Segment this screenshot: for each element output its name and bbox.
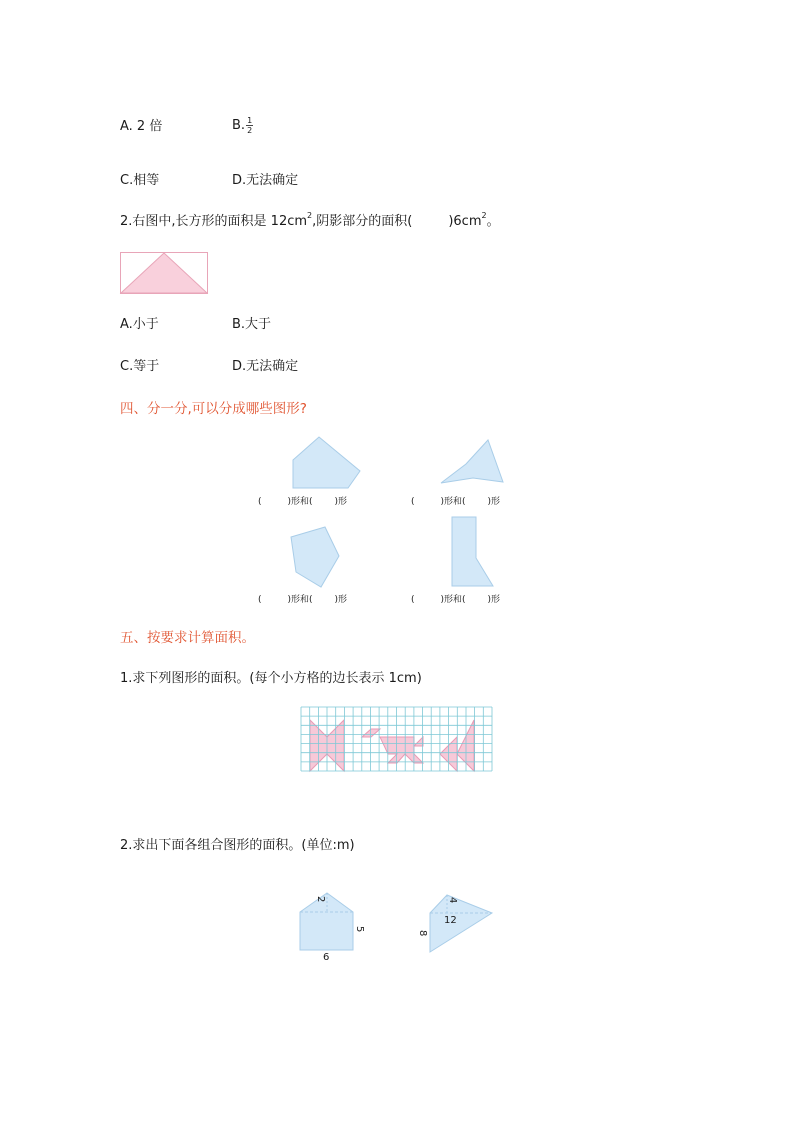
section-5-heading: 五、按要求计算面积。 <box>120 630 255 646</box>
option-b-prefix: B. <box>232 118 246 133</box>
trapezoid-shape-4 <box>452 517 493 586</box>
shape-4-answer-label: ( )形和( )形 <box>411 595 501 605</box>
section-5-q1-text: 1.求下列图形的面积。(每个小方格的边长表示 1cm) <box>120 671 422 686</box>
rectangle-shaded-triangle-figure <box>121 253 208 294</box>
quadrilateral-shape-2 <box>441 440 503 483</box>
pentagon-shape-3 <box>291 527 339 587</box>
pentagon-shape-1 <box>293 437 360 488</box>
q2-option-b: B.大于 <box>232 317 272 332</box>
shape-2-answer-label: ( )形和( )形 <box>411 497 501 507</box>
q2-option-c: C.等于 <box>120 359 160 374</box>
fraction-one-half: $\frac{1}{2}$ <box>247 116 253 135</box>
shape-1-answer-label: ( )形和( )形 <box>258 497 348 507</box>
option-d: D.无法确定 <box>232 173 299 188</box>
question-2-text: 2.右图中,长方形的面积是 $12cm^2$,阴影部分的面积( )$6cm^2$。 <box>120 211 500 229</box>
q2-option-d: D.无法确定 <box>232 359 299 374</box>
label-kite-top-height: 4 <box>447 897 458 904</box>
composite-figure-kite <box>430 895 492 952</box>
section-5-q2-text: 2.求出下面各组合图形的面积。(单位:m) <box>120 838 355 853</box>
label-kite-side: 8 <box>417 930 428 937</box>
label-house-triangle-height: 2 <box>315 896 326 903</box>
q2-option-a: A.小于 <box>120 317 159 332</box>
composite-figure-house <box>300 893 353 950</box>
shape-3-answer-label: ( )形和( )形 <box>258 595 348 605</box>
option-a: A. 2 倍 <box>120 119 163 134</box>
label-kite-diagonal: 12 <box>444 915 457 926</box>
option-c: C.相等 <box>120 173 160 188</box>
label-house-rect-height: 5 <box>354 926 365 933</box>
label-house-base: 6 <box>323 952 330 963</box>
grid-figure <box>301 707 492 771</box>
section-4-heading: 四、分一分,可以分成哪些图形? <box>120 401 307 417</box>
